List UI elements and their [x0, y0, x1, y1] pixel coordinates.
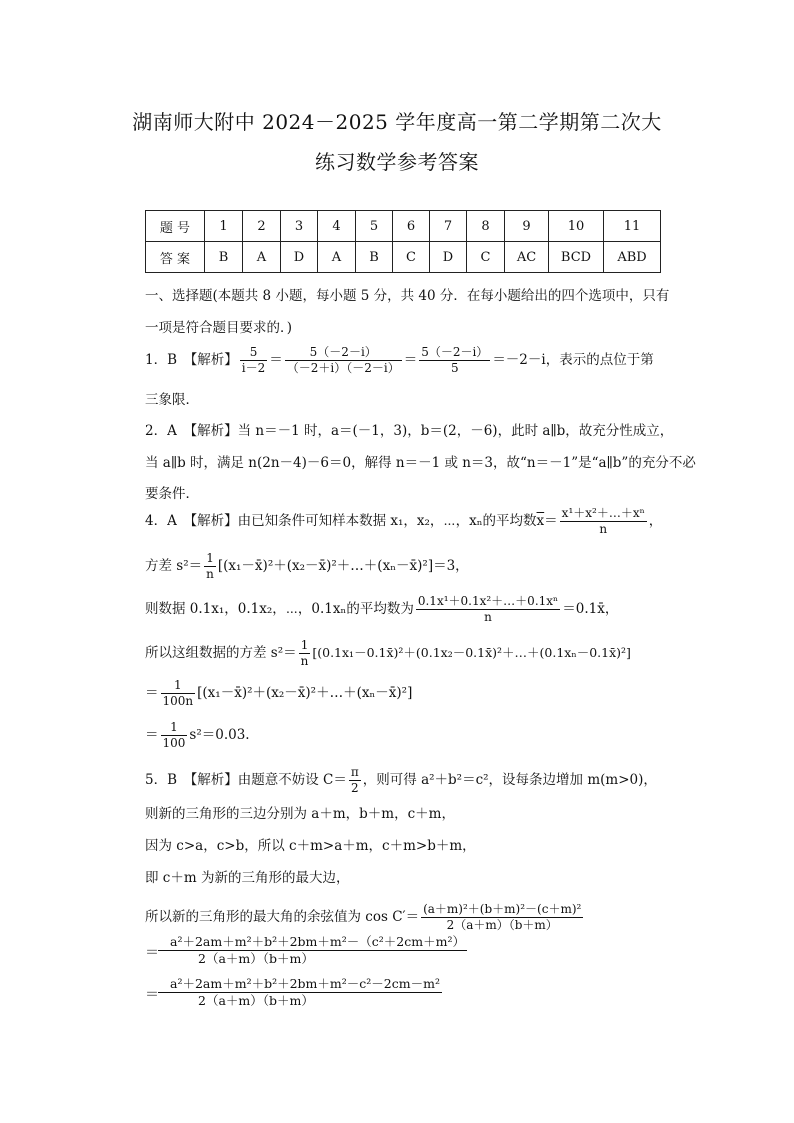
question-number-cell: 6: [393, 211, 430, 242]
q1-solution-line1: 1．B 【解析】 $\frac{5}{i-2}$ ＝ $\frac{5(-2-i)}{(-2+i)(-2-i)}$ ＝ $\frac{5(-2-i)}{5}$ ＝－2－i，表示的点位于第: [145, 345, 654, 375]
q1-fraction-3: $\frac{5(-2-i)}{5}$: [421, 345, 489, 375]
answer-cell: C: [393, 242, 430, 273]
answer-table-answer-row: [146, 242, 661, 273]
q4-variance-fraction: $\frac{1}{n}$: [206, 551, 214, 581]
answer-cell: BCD: [549, 242, 604, 273]
q4-hundred-n-fraction: $\frac{1}{100n}$: [162, 678, 194, 708]
q1-tail: ＝－2－i，表示的点位于第: [492, 352, 654, 368]
q4-new-variance-line: 所以这组数据的方差 s²＝ $\frac{1}{n}$ [(0.1x₁－0.1x̄)²＋(0.1x₂－0.1x̄)²＋…＋(0.1xₙ－0.1x̄)²]: [145, 638, 631, 668]
q2-solution-line1: 2．A 【解析】当 n＝－1 时，a＝(－1，3)，b＝(2，－6)，此时 a∥b，故充分性成立，: [145, 423, 674, 439]
header-label-cell: 题 号: [146, 211, 205, 242]
q4-hundred-fraction: $\frac{1}{100}$: [162, 720, 186, 750]
q4-new-variance-fraction: $\frac{1}{n}$: [300, 638, 309, 668]
q5-solution-line3: 因为 c>a，c>b，所以 c＋m>a＋m，c＋m>b＋m，: [145, 838, 476, 854]
q5-solution-line5: 所以新的三角形的最大角的余弦值为 cos C′＝ $\frac{\text{(a＋m)²＋(b＋m)²－(c＋m)²}}{2(a+m)(b+m)}$: [145, 902, 582, 932]
document-title-line2: 练习数学参考答案: [315, 150, 479, 174]
q5-step2-eq-sign: ＝: [145, 945, 159, 961]
question-number-cell: 10: [549, 211, 604, 242]
q4-solution-line1: 4．A 【解析】由已知条件可知样本数据 x₁，x₂，⋯，xₙ的平均数$\overline{x}=$ $\frac{\text{x¹＋x²＋…＋xⁿ}}{n}$ ，: [145, 506, 663, 536]
q5-solution-line2: 则新的三角形的三边分别为 a＋m，b＋m，c＋m，: [145, 806, 455, 822]
question-number-cell: 2: [243, 211, 281, 242]
q5-solution-line1: 5．B 【解析】由题意不妨设 C＝ $\frac{\pi}{2}$ ，则可得 a²＋b²＝c²，设每条边增加 m(m>0)，: [145, 765, 657, 795]
q1-head: 1．B 【解析】: [145, 352, 238, 368]
question-number-cell: 1: [205, 211, 243, 242]
answer-cell: A: [318, 242, 356, 273]
q5-step2-fraction: $\frac{\text{a²＋2am＋m²＋b²＋2bm＋m²－（c²＋2cm＋m²）}}{2(a+m)(b+m)}$: [158, 934, 467, 967]
q4-new-mean-fraction: $\frac{\text{0.1x¹＋0.1x²＋…＋0.1xⁿ}}{n}$: [417, 594, 559, 624]
answer-label-cell: 答 案: [146, 242, 205, 273]
q2-solution-line3: 要条件．: [145, 486, 199, 502]
answer-cell: D: [281, 242, 318, 273]
q1-fraction-1: $\frac{5}{i-2}$: [241, 345, 266, 375]
q5-step3-eq-sign: ＝: [145, 987, 159, 1003]
q1-solution-line2: 三象限．: [145, 392, 199, 408]
answer-cell: AC: [505, 242, 549, 273]
q5-solution-line4: 即 c＋m 为新的三角形的最大边，: [145, 870, 350, 886]
answer-cell: A: [243, 242, 281, 273]
q4-variance-line: 方差 s²＝ $\frac{1}{n}$ [(x₁－x̄)²＋(x₂－x̄)²＋…＋(xₙ－x̄)²]＝3，: [145, 551, 469, 581]
q5-pi-half-fraction: $\frac{\pi}{2}$: [350, 765, 359, 795]
answer-table-header-row: [146, 211, 661, 242]
answer-cell: ABD: [604, 242, 661, 273]
section-instruction-line2: 一项是符合题目要求的．): [145, 320, 293, 336]
question-number-cell: 3: [281, 211, 318, 242]
q1-fraction-2: $\frac{5(-2-i)}{(-2+i)(-2-i)}$: [286, 345, 400, 375]
q4-new-mean-line: 则数据 0.1x₁，0.1x₂，⋯，0.1xₙ的平均数为 $\frac{\text{0.1x¹＋0.1x²＋…＋0.1xⁿ}}{n}$ ＝0.1x̄，: [145, 594, 619, 624]
document-title-line1: 湖南师大附中 2024－2025 学年度高一第二学期第二次大: [132, 110, 662, 134]
q5-cos-fraction: $\frac{\text{(a＋m)²＋(b＋m)²－(c＋m)²}}{2(a+m)(b+m)}$: [423, 902, 582, 932]
q5-step3-fraction: $\frac{\text{a²＋2am＋m²＋b²＋2bm＋m²－c²－2cm－m²}}{2(a+m)(b+m)}$: [158, 976, 442, 1009]
section-instruction-line1: 一、选择题(本题共 8 小题，每小题 5 分，共 40 分．在每小题给出的四个选项中，只有: [145, 288, 670, 304]
q4-variance-step-line: ＝ $\frac{1}{100n}$ [(x₁－x̄)²＋(x₂－x̄)²＋…＋(xₙ－x̄)²]: [145, 678, 413, 708]
q4-mean-fraction: $\frac{\text{x¹＋x²＋…＋xⁿ}}{n}$: [561, 506, 645, 536]
question-number-cell: 4: [318, 211, 356, 242]
answer-cell: B: [205, 242, 243, 273]
q4-variance-result-line: ＝ $\frac{1}{100}$ s²＝0.03.: [145, 720, 250, 750]
question-number-cell: 8: [467, 211, 505, 242]
answer-cell: C: [467, 242, 505, 273]
question-number-cell: 7: [430, 211, 467, 242]
answer-cell: B: [356, 242, 393, 273]
answer-cell: D: [430, 242, 467, 273]
question-number-cell: 11: [604, 211, 661, 242]
question-number-cell: 9: [505, 211, 549, 242]
answer-table: [145, 210, 661, 273]
q2-solution-line2: 当 a∥b 时，满足 n(2n－4)－6＝0，解得 n＝－1 或 n＝3，故“n＝－1”是“a∥b”的充分不必: [145, 455, 696, 471]
question-number-cell: 5: [356, 211, 393, 242]
